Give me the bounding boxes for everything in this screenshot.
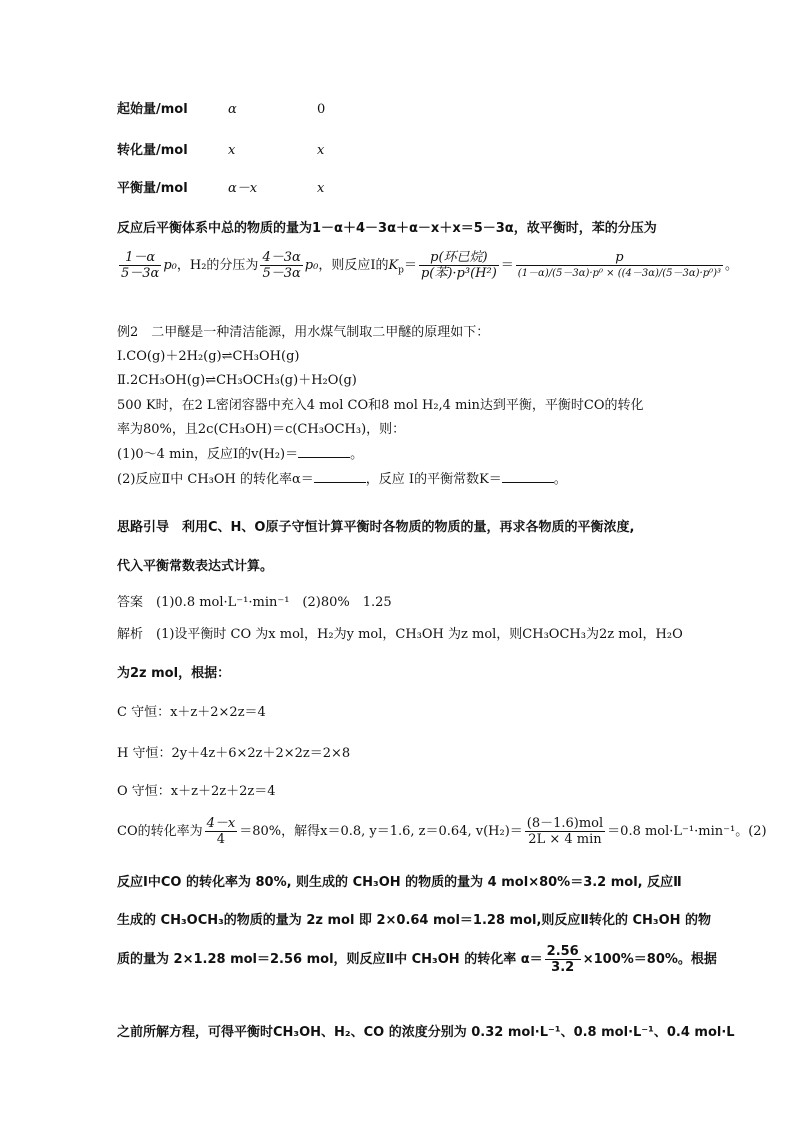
row-initial-a: α [228,102,237,117]
condition-line-1: 500 K时，在2 L密闭容器中充入4 mol CO和8 mol H₂,4 min达到平衡，平衡时CO的转化 [117,398,644,413]
hint-line-1: 思路引导 利用C、H、O原子守恒计算平衡时各物质的物质的量，再求各物质的平衡浓度, [117,520,635,535]
co-conversion-line: CO的转化率为 $\frac{4-x}{4}$ ＝80%，解得x＝0.8, y＝1.6, z＝0.64, v(H₂)＝ $\frac{\text{(8－1.6)mol}}{2L \times 4 \min}$ ＝0.8 mol·L⁻¹·min⁻¹。(2) [117,816,767,847]
fraction-vh2: $\frac{\text{(8－1.6)mol}}{2L \times 4 \min}$ [526,816,604,847]
answer-blank-3 [502,470,554,483]
total-amount-line: 反应后平衡体系中总的物质的量为1－α＋4－3α＋α－x＋x＝5－3α，故平衡时，苯的分压为 [117,221,657,236]
row-initial-b: 0 [317,102,326,117]
question-1: (1)0～4 min，反应Ⅰ的v(H₂)＝ 。 [117,447,364,462]
answer-line: 答案 (1)0.8 mol·L⁻¹·min⁻¹ (2)80% 1.25 [117,595,392,610]
fraction-co: $\frac{4-x}{4}$ [206,816,236,847]
kp-expression-line: $\frac{1-\alpha}{5-3\alpha}$ p₀，H₂的分压为 $\frac{4-3\alpha}{5-3\alpha}$ p₀，则反应Ⅰ的$K_p=$ $\frac{\text{p(环已烷)}}{\text{p(苯)·p³(H²)}}$ ＝ $\frac{p}{\text{(1－α)/(5－3α)·p⁰ × ((4－3α)/(5－3α)·p⁰)³}}$ 。 [121,250,739,281]
example-title: 例2 二甲醚是一种清洁能源，用水煤气制取二甲醚的原理如下： [117,325,490,340]
hydrogen-conservation: H 守恒：2y＋4z＋6×2z＋2×2z＝2×8 [117,746,351,761]
carbon-conservation: C 守恒：x＋z＋2×2z＝4 [117,705,266,720]
answer-blank-1 [298,445,350,458]
row-change-a: x [228,143,236,158]
paragraph-2-line-3: 质的量为 2×1.28 mol＝2.56 mol，则反应Ⅱ中 CH₃OH 的转化率 α＝ $\frac{2.56}{3.2}$ ×100%＝80%。根据 [117,944,717,975]
row-eq-a: α－x [228,181,258,196]
answer-blank-2 [314,470,366,483]
paragraph-2-line-4: 之前所解方程，可得平衡时CH₃OH、H₂、CO 的浓度分别为 0.32 mol·L⁻¹、0.8 mol·L⁻¹、0.4 mol·L [117,1025,735,1040]
fraction-alpha: $\frac{2.56}{3.2}$ [546,944,579,975]
paragraph-2-line-1: 反应Ⅰ中CO 的转化率为 80%, 则生成的 CH₃OH 的物质的量为 4 mol×80%＝3.2 mol, 反应Ⅱ [117,875,682,890]
hint-line-2: 代入平衡常数表达式计算。 [117,559,274,574]
fraction-benzene: $\frac{1-\alpha}{5-3\alpha}$ [121,250,160,281]
row-label-equilibrium: 平衡量/mol [117,181,188,196]
question-2: (2)反应Ⅱ中 CH₃OH 的转化率α＝ ，反应 Ⅰ的平衡常数K＝ 。 [117,472,567,487]
fraction-kp-definition: $\frac{\text{p(环已烷)}}{\text{p(苯)·p³(H²)}}$ [420,250,497,281]
row-change-b: x [317,143,325,158]
condition-line-2: 率为80%，且2c(CH₃OH)＝c(CH₃OCH₃)，则： [117,422,406,437]
solution-line-1: 解析 (1)设平衡时 CO 为x mol，H₂为y mol，CH₃OH 为z mol，则CH₃OCH₃为2z mol，H₂O [117,627,683,642]
equation-2: Ⅱ.2CH₃OH(g)⇌CH₃OCH₃(g)＋H₂O(g) [117,373,357,388]
row-eq-b: x [317,181,325,196]
fraction-kp-value: $\frac{p}{\text{(1－α)/(5－3α)·p⁰ × ((4－3α)/(5－3α)·p⁰)³}}$ [517,250,722,279]
solution-line-2: 为2z mol，根据： [117,666,231,681]
row-label-change: 转化量/mol [117,143,188,158]
paragraph-2-line-2: 生成的 CH₃OCH₃的物质的量为 2z mol 即 2×0.64 mol＝1.28 mol,则反应Ⅱ转化的 CH₃OH 的物 [117,913,712,928]
equation-1: Ⅰ.CO(g)＋2H₂(g)⇌CH₃OH(g) [117,349,300,364]
row-label-initial: 起始量/mol [117,102,188,117]
oxygen-conservation: O 守恒：x＋z＋2z＋2z＝4 [117,784,276,799]
fraction-h2: $\frac{4-3\alpha}{5-3\alpha}$ [262,250,301,281]
